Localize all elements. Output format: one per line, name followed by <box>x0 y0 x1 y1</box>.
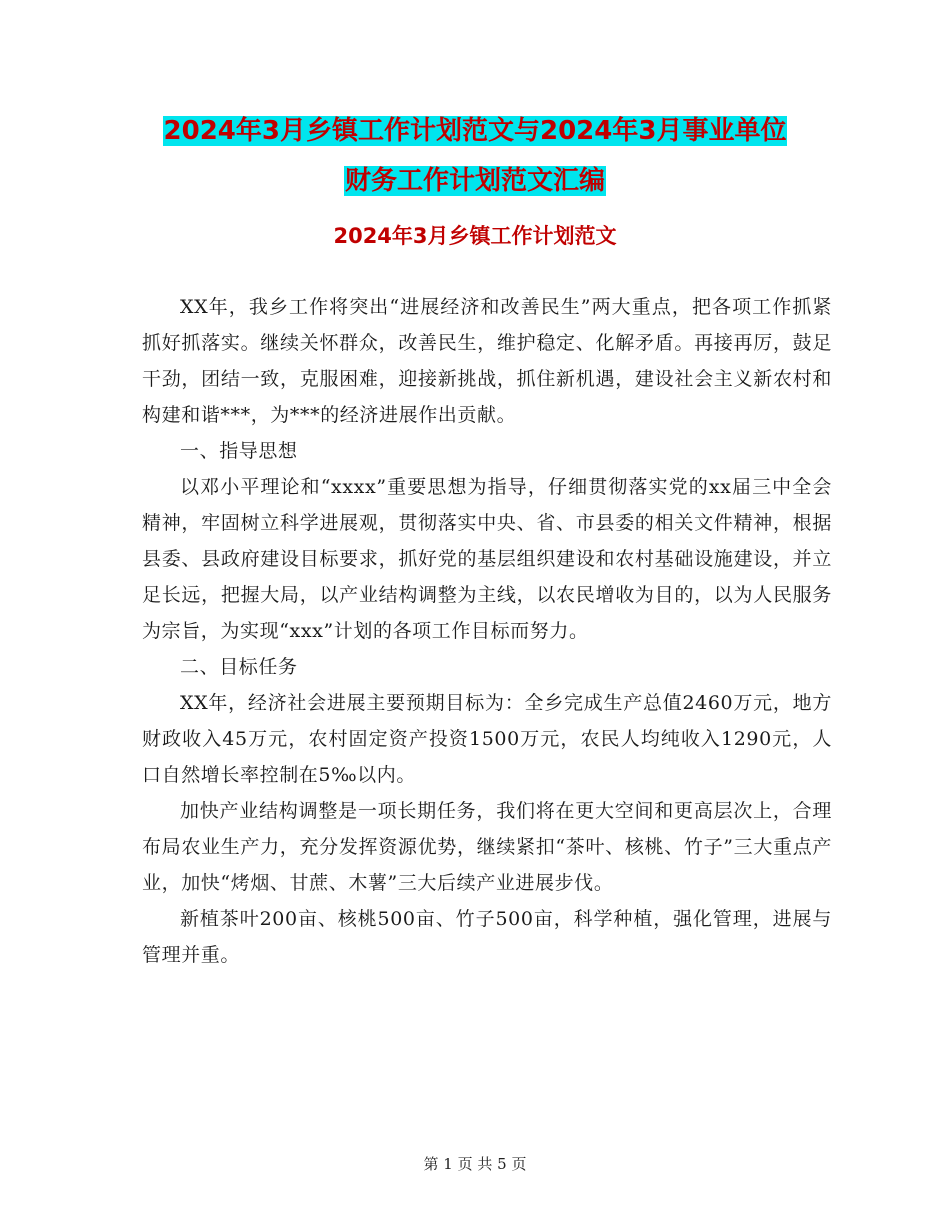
document-title <box>0 106 950 206</box>
heading-goals-tasks: 二、目标任务 <box>180 656 298 678</box>
paragraph-industry-adjustment: 加快产业结构调整是一项长期任务，我们将在更大空间和更高层次上，合理布局农业生产力，充分发挥资源优势，继续紧扣“茶叶、核桃、竹子”三大重点产业，加快“烤烟、甘蔗、木薯”三大后续产业进展步伐。 <box>142 800 832 894</box>
heading-guiding-ideology: 一、指导思想 <box>180 440 298 462</box>
paragraph-intro: XX年，我乡工作将突出“进展经济和改善民生”两大重点，把各项工作抓紧抓好抓落实。继续关怀群众，改善民生，维护稳定、化解矛盾。再接再厉，鼓足干劲，团结一致，克服困难，迎接新挑战，抓住新机遇，建设社会主义新农村和构建和谐***，为***的经济进展作出贡献。 <box>142 296 832 426</box>
section-title: 2024年3月乡镇工作计划范文 <box>333 224 617 248</box>
page-number-footer: 第 1 页 共 5 页 <box>423 1155 527 1173</box>
document-body <box>142 289 832 973</box>
paragraph-guiding-ideology: 以邓小平理论和“xxxx”重要思想为指导，仔细贯彻落实党的xx届三中全会精神，牢固树立科学进展观，贯彻落实中央、省、市县委的相关文件精神，根据县委、县政府建设目标要求，抓好党的基层组织建设和农村基础设施建设，并立足长远，把握大局，以产业结构调整为主线，以农民增收为目的，以为人民服务为宗旨，为实现“xxx”计划的各项工作目标而努力。 <box>142 476 832 642</box>
document-title-line-2 <box>0 156 950 206</box>
document-title-line-1 <box>0 106 950 156</box>
title-highlight: 2024年3月乡镇工作计划范文与2024年3月事业单位 <box>163 116 787 146</box>
paragraph-targets: XX年，经济社会进展主要预期目标为：全乡完成生产总值2460万元，地方财政收入45万元，农村固定资产投资1500万元，农民人均纯收入1290元，人口自然增长率控制在5‰以内。 <box>142 692 832 786</box>
paragraph-planting: 新植茶叶200亩、核桃500亩、竹子500亩，科学种植，强化管理，进展与管理并重。 <box>142 908 832 966</box>
title-highlight: 财务工作计划范文汇编 <box>344 166 605 196</box>
